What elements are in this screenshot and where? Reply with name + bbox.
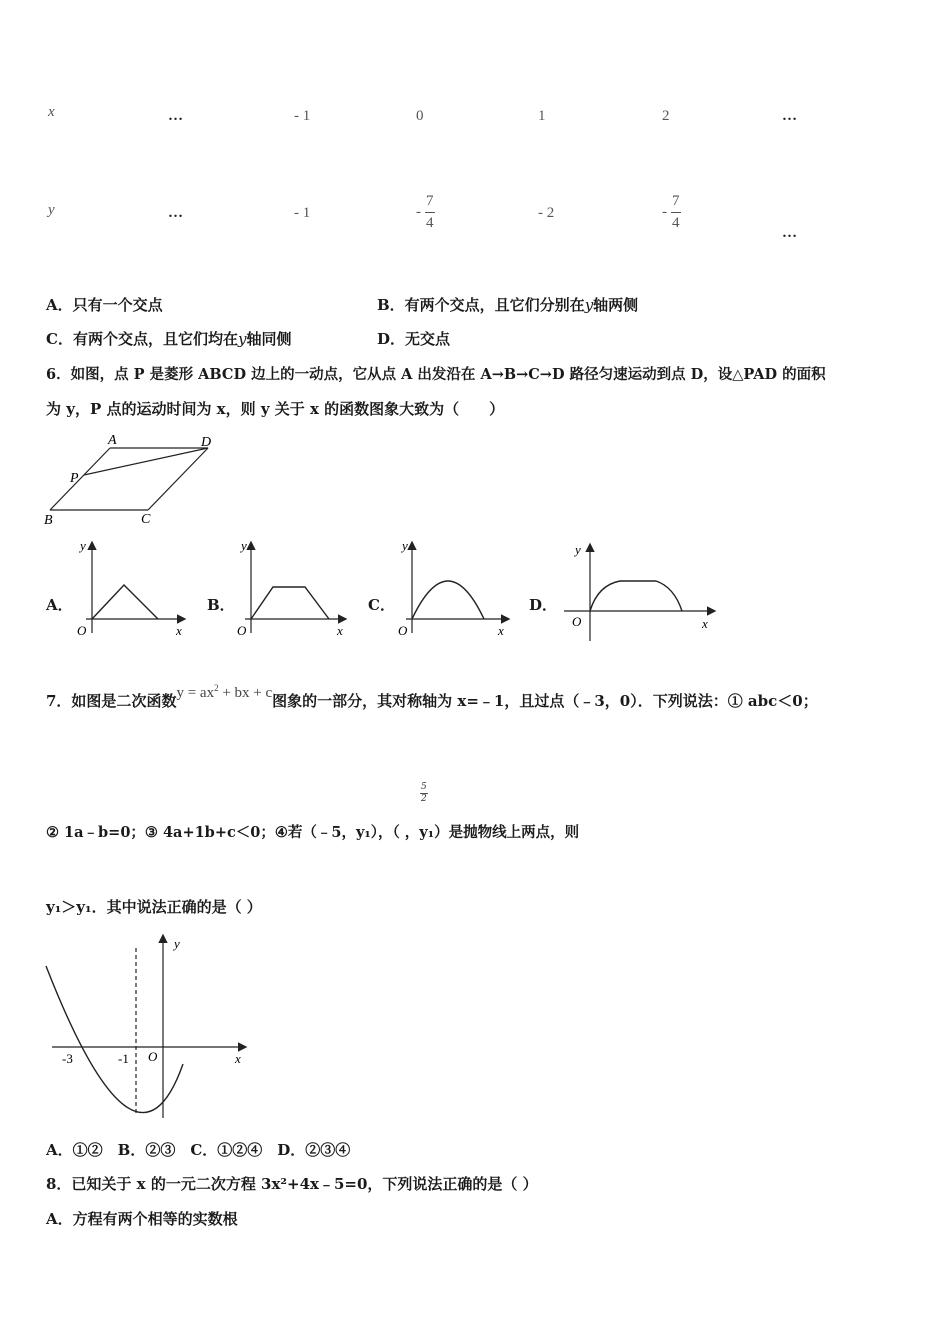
frac-den: 2 [421, 794, 427, 804]
axis-x: x [498, 623, 504, 638]
table-cell: - 1 [294, 205, 311, 221]
graph-c-curve [412, 581, 484, 619]
axis-origin: O [398, 623, 408, 638]
formula-main: y = ax [176, 685, 215, 701]
table-cell-fraction [662, 194, 681, 231]
frac-sign: - [416, 204, 421, 220]
table-x-label: x [48, 104, 55, 120]
q6-rhombus-figure [40, 430, 230, 530]
q6-graph-d [560, 535, 720, 645]
q8-option-a: A．方程有两个相等的实数根 [46, 1210, 238, 1228]
table-cell: … [168, 108, 183, 124]
q7-stem-line3: y₁＞y₁．其中说法正确的是（ ） [46, 898, 262, 916]
q6-stem-line1: 6．如图，点 P 是菱形 ABCD 边上的一动点，它从点 A 出发沿在 A→B→C→D 路径匀速运动到点 D，设△PAD 的面积 [46, 366, 826, 383]
q5-option-b [377, 294, 638, 315]
q7-formula [176, 683, 272, 702]
q7-stem-post: 图象的一部分，其对称轴为 x=﹣1，且过点（﹣3，0）．下列说法：① abc＜0； [272, 692, 818, 710]
q6-graph-b [233, 535, 353, 640]
q6-graph-c [394, 535, 514, 640]
frac-den: 4 [426, 215, 434, 231]
frac-den: 4 [672, 215, 680, 231]
table-cell: 0 [416, 108, 424, 124]
q6-option-a-label: A． [46, 596, 73, 614]
q5-option-d: D．无交点 [377, 330, 451, 348]
table-cell: 2 [662, 108, 670, 124]
graph-a-curve [92, 585, 158, 619]
graph-b-curve [251, 587, 329, 619]
graph-d-curve [590, 581, 682, 611]
axis-y: y [174, 936, 180, 951]
q5-option-b-post: 轴两侧 [593, 296, 639, 314]
label-c: C [141, 512, 151, 527]
table-cell: - 1 [294, 108, 311, 124]
axis-x: x [176, 623, 182, 638]
axis-x: x [702, 616, 708, 631]
q5-option-b-pre: B．有两个交点，且它们分别在 [377, 296, 585, 314]
q6-option-d-label: D． [529, 596, 558, 614]
q7-stem-line1 [46, 683, 818, 711]
formula-rest: + bx + c [218, 685, 273, 701]
table-cell: … [782, 108, 797, 124]
q7-stem-line2: ② 1a﹣b=0；③ 4a+1b+c＜0；④若（﹣5，y₁），（ ，y₁）是抛物线上两点，则 [46, 824, 580, 841]
q7-small-fraction [420, 783, 428, 804]
formula-sup: 2 [214, 683, 219, 693]
frac-num: 7 [671, 194, 681, 213]
q5-option-b-var: y [584, 296, 594, 314]
q5-option-a: A．只有一个交点 [46, 296, 163, 314]
axis-x: x [235, 1051, 241, 1066]
q6-option-c-label: C． [368, 596, 395, 614]
q5-option-c-pre: C．有两个交点，且它们均在 [46, 330, 238, 348]
rhombus-side-cd [148, 448, 208, 510]
table-cell-fraction [416, 194, 435, 231]
tick-neg3: -3 [62, 1051, 73, 1066]
axis-origin: O [77, 623, 87, 638]
q6-stem-line2: 为 y，P 点的运动时间为 x，则 y 关于 x 的函数图象大致为（ ） [46, 400, 505, 418]
fraction [425, 194, 435, 231]
label-b: B [44, 513, 53, 528]
fraction [671, 194, 681, 231]
table-cell: - 2 [538, 205, 555, 221]
axis-origin: O [237, 623, 247, 638]
q7-parabola-figure [40, 930, 255, 1120]
frac-sign: - [662, 204, 667, 220]
q6-graph-a [72, 535, 192, 640]
table-cell: … [168, 205, 183, 221]
axis-origin: O [148, 1049, 158, 1064]
q7-options: A．①② B．②③ C．①②④ D．②③④ [46, 1141, 351, 1159]
axis-x: x [337, 623, 343, 638]
label-a: A [108, 433, 117, 448]
q5-option-c-post: 轴同侧 [246, 330, 292, 348]
frac-num: 5 [421, 782, 427, 792]
axis-y: y [80, 538, 86, 553]
segment-pd [84, 448, 208, 475]
table-cell: 1 [538, 108, 546, 124]
axis-y: y [241, 538, 247, 553]
q5-option-c [46, 328, 291, 349]
rhombus-side-ab [50, 448, 110, 510]
axis-y: y [402, 538, 408, 553]
q8-stem: 8．已知关于 x 的一元二次方程 3x²+4x﹣5=0，下列说法正确的是（ ） [46, 1175, 538, 1193]
table-cell: … [782, 225, 797, 241]
tick-neg1: -1 [118, 1051, 129, 1066]
q7-stem-pre: 7．如图是二次函数 [46, 692, 177, 710]
label-d: D [201, 435, 212, 450]
label-p: P [70, 471, 79, 486]
axis-origin: O [572, 614, 582, 629]
q5-option-c-var: y [237, 330, 247, 348]
table-y-label: y [48, 202, 55, 218]
q6-option-b-label: B． [207, 596, 235, 614]
frac-num: 7 [425, 194, 435, 213]
axis-y: y [575, 542, 581, 557]
